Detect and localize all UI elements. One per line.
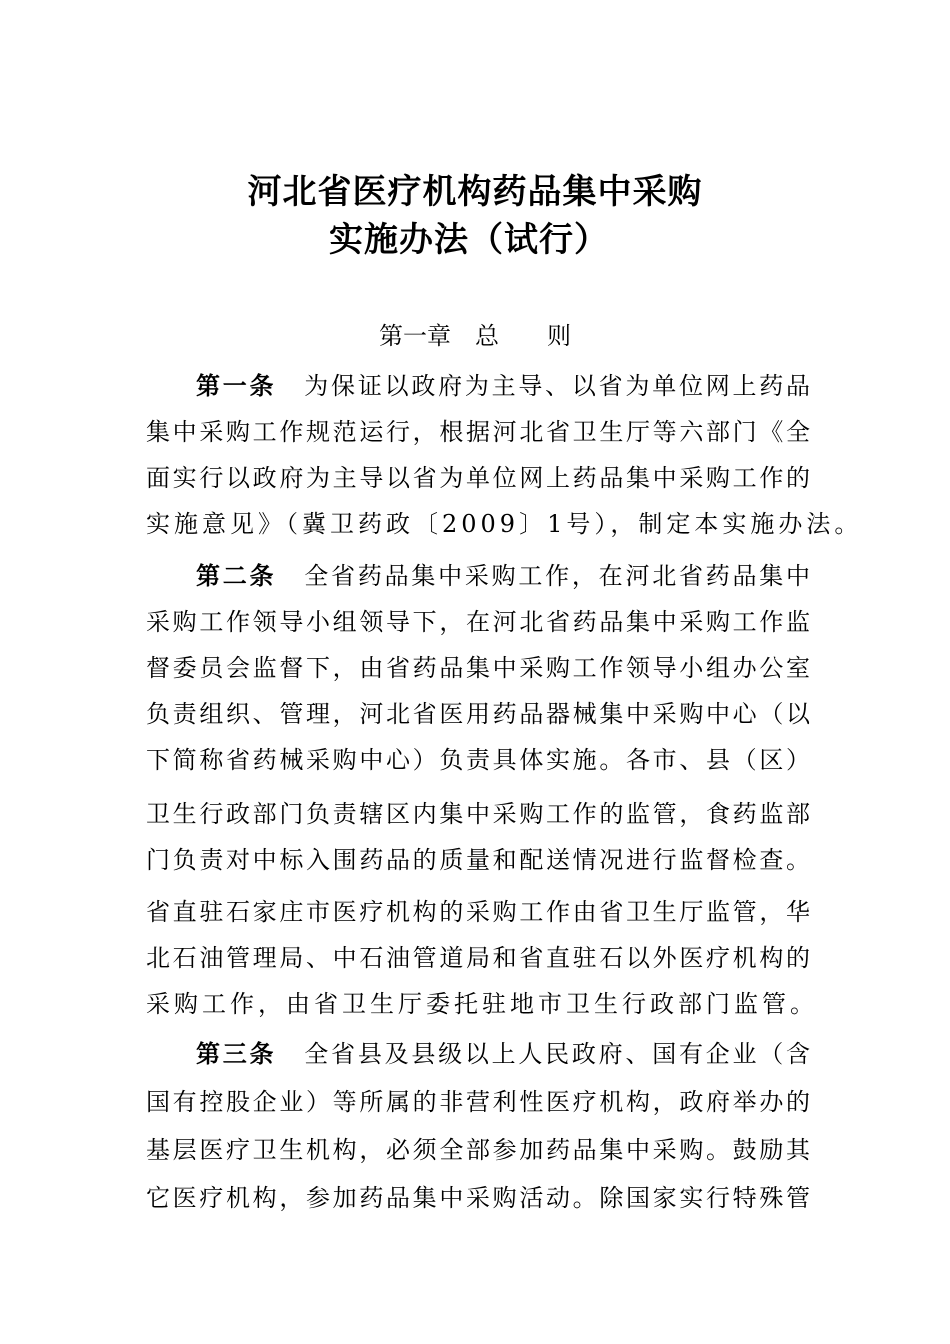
chapter-heading: 第一章 总 则 [379, 322, 571, 350]
article-2-text: 全省药品集中采购工作，在河北省药品集中 [304, 562, 811, 590]
document-title-line-1: 河北省医疗机构药品集中采购 [247, 172, 703, 212]
article-3-first-line [196, 1036, 810, 1072]
article-1-first-line [196, 368, 810, 404]
article-1-line: 面实行以政府为主导以省为单位网上药品集中采购工作的 [146, 464, 810, 492]
article-2-line: 下简称省药械采购中心）负责具体实施。各市、县（区） [146, 746, 810, 774]
article-2-line: 负责组织、管理，河北省医用药品器械集中采购中心（以 [146, 700, 810, 728]
article-2-line: 北石油管理局、中石油管道局和省直驻石以外医疗机构的 [146, 944, 810, 972]
article-2-line: 采购工作领导小组领导下，在河北省药品集中采购工作监 [146, 608, 810, 636]
article-3-line: 基层医疗卫生机构，必须全部参加药品集中采购。鼓励其 [146, 1136, 810, 1164]
article-1-line: 实施意见》（冀卫药政〔2009〕1号），制定本实施办法。 [146, 510, 863, 538]
article-1-label: 第一条 [196, 372, 277, 400]
article-3-line: 国有控股企业）等所属的非营利性医疗机构，政府举办的 [146, 1088, 810, 1116]
article-3-line: 它医疗机构，参加药品集中采购活动。除国家实行特殊管 [146, 1184, 810, 1212]
article-2-line: 卫生行政部门负责辖区内集中采购工作的监管，食药监部 [146, 800, 810, 828]
article-1-line: 集中采购工作规范运行，根据河北省卫生厅等六部门《全 [146, 418, 810, 446]
article-2-line: 省直驻石家庄市医疗机构的采购工作由省卫生厅监管，华 [146, 898, 810, 926]
article-2-first-line [196, 558, 810, 594]
article-1-text: 为保证以政府为主导、以省为单位网上药品 [304, 372, 811, 400]
article-3-label: 第三条 [196, 1040, 277, 1068]
article-2-line: 采购工作，由省卫生厅委托驻地市卫生行政部门监管。 [146, 990, 818, 1018]
article-2-line: 督委员会监督下，由省药品集中采购工作领导小组办公室 [146, 654, 810, 682]
article-2-label: 第二条 [196, 562, 277, 590]
article-2-line: 门负责对中标入围药品的质量和配送情况进行监督检查。 [146, 846, 810, 874]
document-title-line-2: 实施办法（试行） [329, 220, 609, 260]
article-3-text: 全省县及县级以上人民政府、国有企业（含 [304, 1040, 811, 1068]
